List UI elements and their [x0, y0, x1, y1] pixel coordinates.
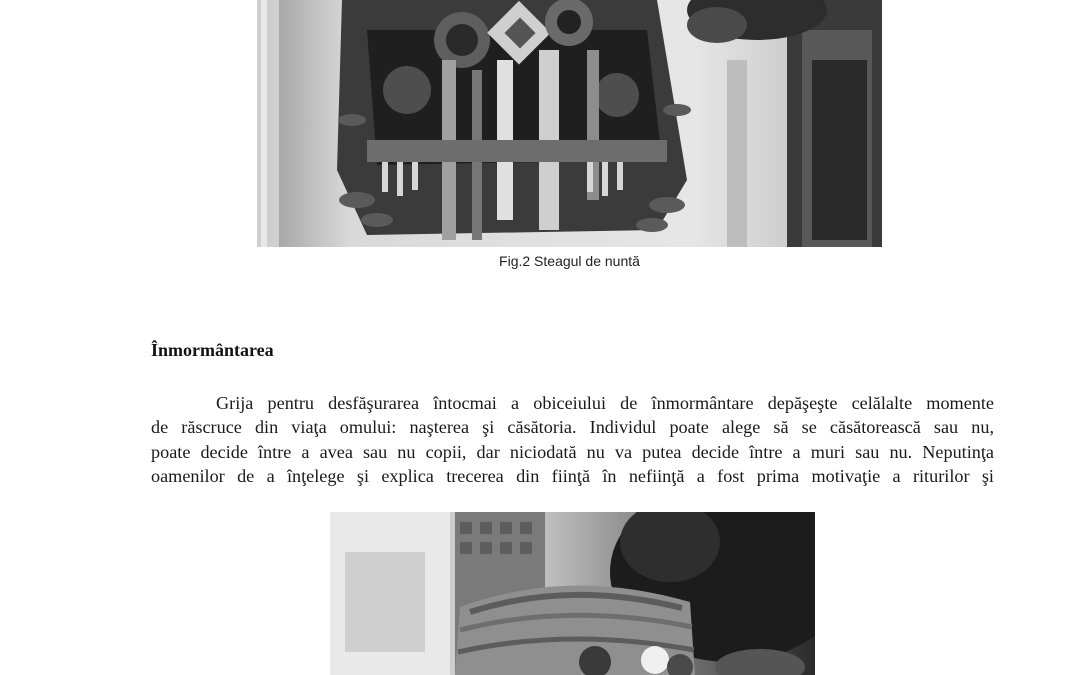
funeral-object-photo	[330, 512, 815, 675]
paragraph-line-2: de răscruce din viaţa omului: naşterea şi căsătoria. Individul poate alege să se căsătorească sau nu,	[151, 417, 994, 438]
paragraph-line-3: poate decide între a avea sau nu copii, dar niciodată nu va putea decide între a muri sau nu. Neputinţa	[151, 441, 994, 462]
body-paragraph	[151, 391, 994, 488]
figure-caption: Fig.2 Steagul de nuntă	[499, 253, 640, 269]
paragraph-line-4: oamenilor de a înţelege şi explica trecerea din fiinţă în nefiinţă a fost prima motivaţie a riturilor şi	[151, 465, 994, 486]
wedding-flag-photo	[257, 0, 882, 247]
section-heading: Înmormântarea	[151, 340, 274, 360]
paragraph-line-1: Grija pentru desfăşurarea întocmai a obiceiului de înmormântare depăşeşte celălalte momente	[216, 393, 994, 413]
